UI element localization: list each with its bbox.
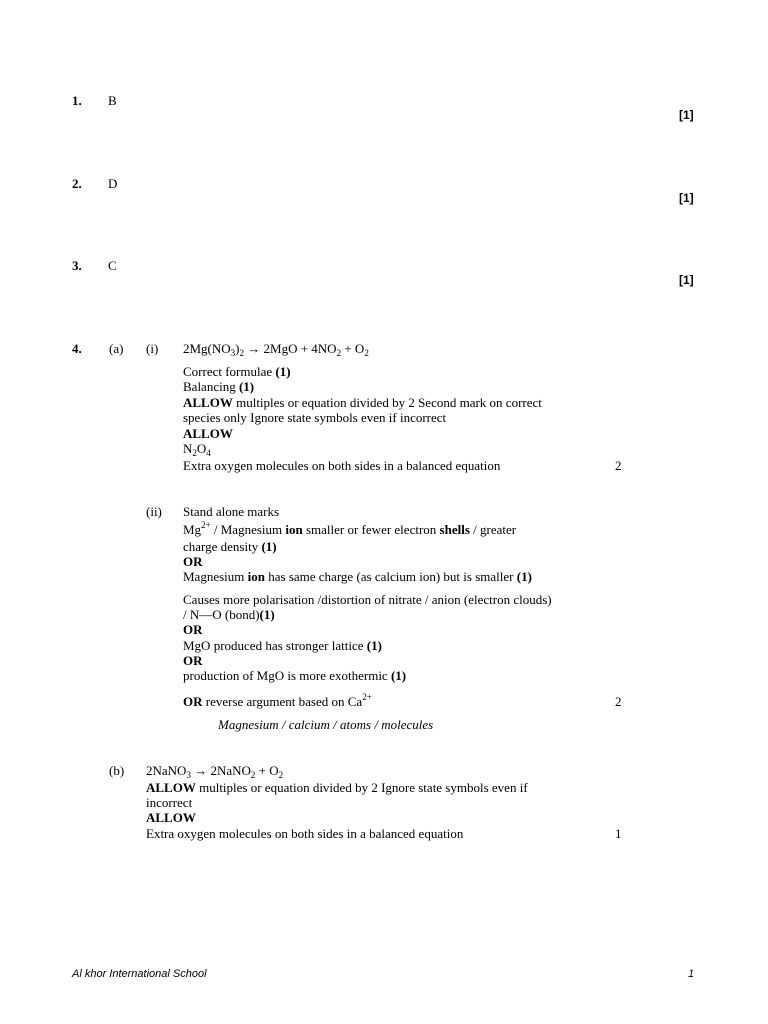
marking-line: Extra oxygen molecules on both sides in a balanced equation — [146, 826, 464, 841]
marking-line: Correct formulae (1) — [183, 364, 291, 379]
marking-line: Extra oxygen molecules on both sides in a balanced equation — [183, 458, 501, 473]
dinitrogen-tetroxide-formula: $N_2O_4$ — [183, 441, 211, 458]
or-label: OR — [183, 622, 203, 637]
marking-line: Causes more polarisation /distortion of nitrate / anion (electron clouds) — [183, 592, 552, 607]
marking-line: Stand alone marks — [183, 504, 280, 519]
marking-line: MgO produced has stronger lattice (1) — [183, 638, 382, 653]
or-label: OR — [183, 653, 203, 668]
marking-line: $Mg^{2+}$ / Magnesium ion smaller or fewer electron shells / greater — [183, 520, 517, 537]
or-label: OR — [183, 554, 203, 569]
allow-label: ALLOW — [183, 426, 233, 441]
equation-magnesium-nitrate: $2Mg(NO_3)_2 \to 2MgO + 4NO_2 + O_2$ — [183, 341, 369, 358]
school-name: Al khor International School — [72, 968, 207, 980]
marking-line: ALLOW multiples or equation divided by 2 Ignore state symbols even if — [146, 780, 528, 795]
marking-line: Balancing (1) — [183, 379, 255, 394]
marking-line: charge density (1) — [183, 539, 277, 554]
equation-sodium-nitrate: 2NaNO$_3$ → 2NaNO$_2$ + $O_2$ — [146, 763, 284, 780]
marking-line: OR reverse argument based on $Ca^{2+}$ — [183, 692, 372, 709]
total-marks: 2 — [615, 694, 622, 709]
question-number: 3. — [72, 258, 82, 273]
part-a-ii-label: (ii) — [146, 504, 162, 519]
marking-line: incorrect — [146, 795, 193, 810]
mark: [1] — [679, 273, 694, 287]
page-number: 1 — [688, 968, 695, 980]
question-number: 2. — [72, 176, 82, 191]
part-b-label: (b) — [109, 763, 125, 778]
question-number: 4. — [72, 341, 82, 356]
question-number: 1. — [72, 93, 82, 108]
part-a-label: (a) — [109, 341, 124, 356]
marking-line: ALLOW multiples or equation divided by 2 Second mark on correct — [183, 395, 542, 410]
answer: D — [108, 176, 118, 191]
answer: C — [108, 258, 117, 273]
total-marks: 2 — [615, 458, 622, 473]
mark: [1] — [679, 191, 694, 205]
marking-line: / N—O (bond)(1) — [183, 607, 275, 622]
marking-line: Magnesium ion has same charge (as calcium ion) but is smaller (1) — [183, 569, 532, 584]
marking-line: production of MgO is more exothermic (1) — [183, 668, 407, 683]
handwritten-style-note: Magnesium / calcium / atoms / molecules — [218, 717, 434, 732]
mark: [1] — [679, 108, 694, 122]
total-marks: 1 — [615, 826, 622, 841]
part-a-i-label: (i) — [146, 341, 159, 356]
allow-label: ALLOW — [146, 810, 196, 825]
marking-line: species only Ignore state symbols even if incorrect — [183, 410, 447, 425]
answer: B — [108, 93, 117, 108]
